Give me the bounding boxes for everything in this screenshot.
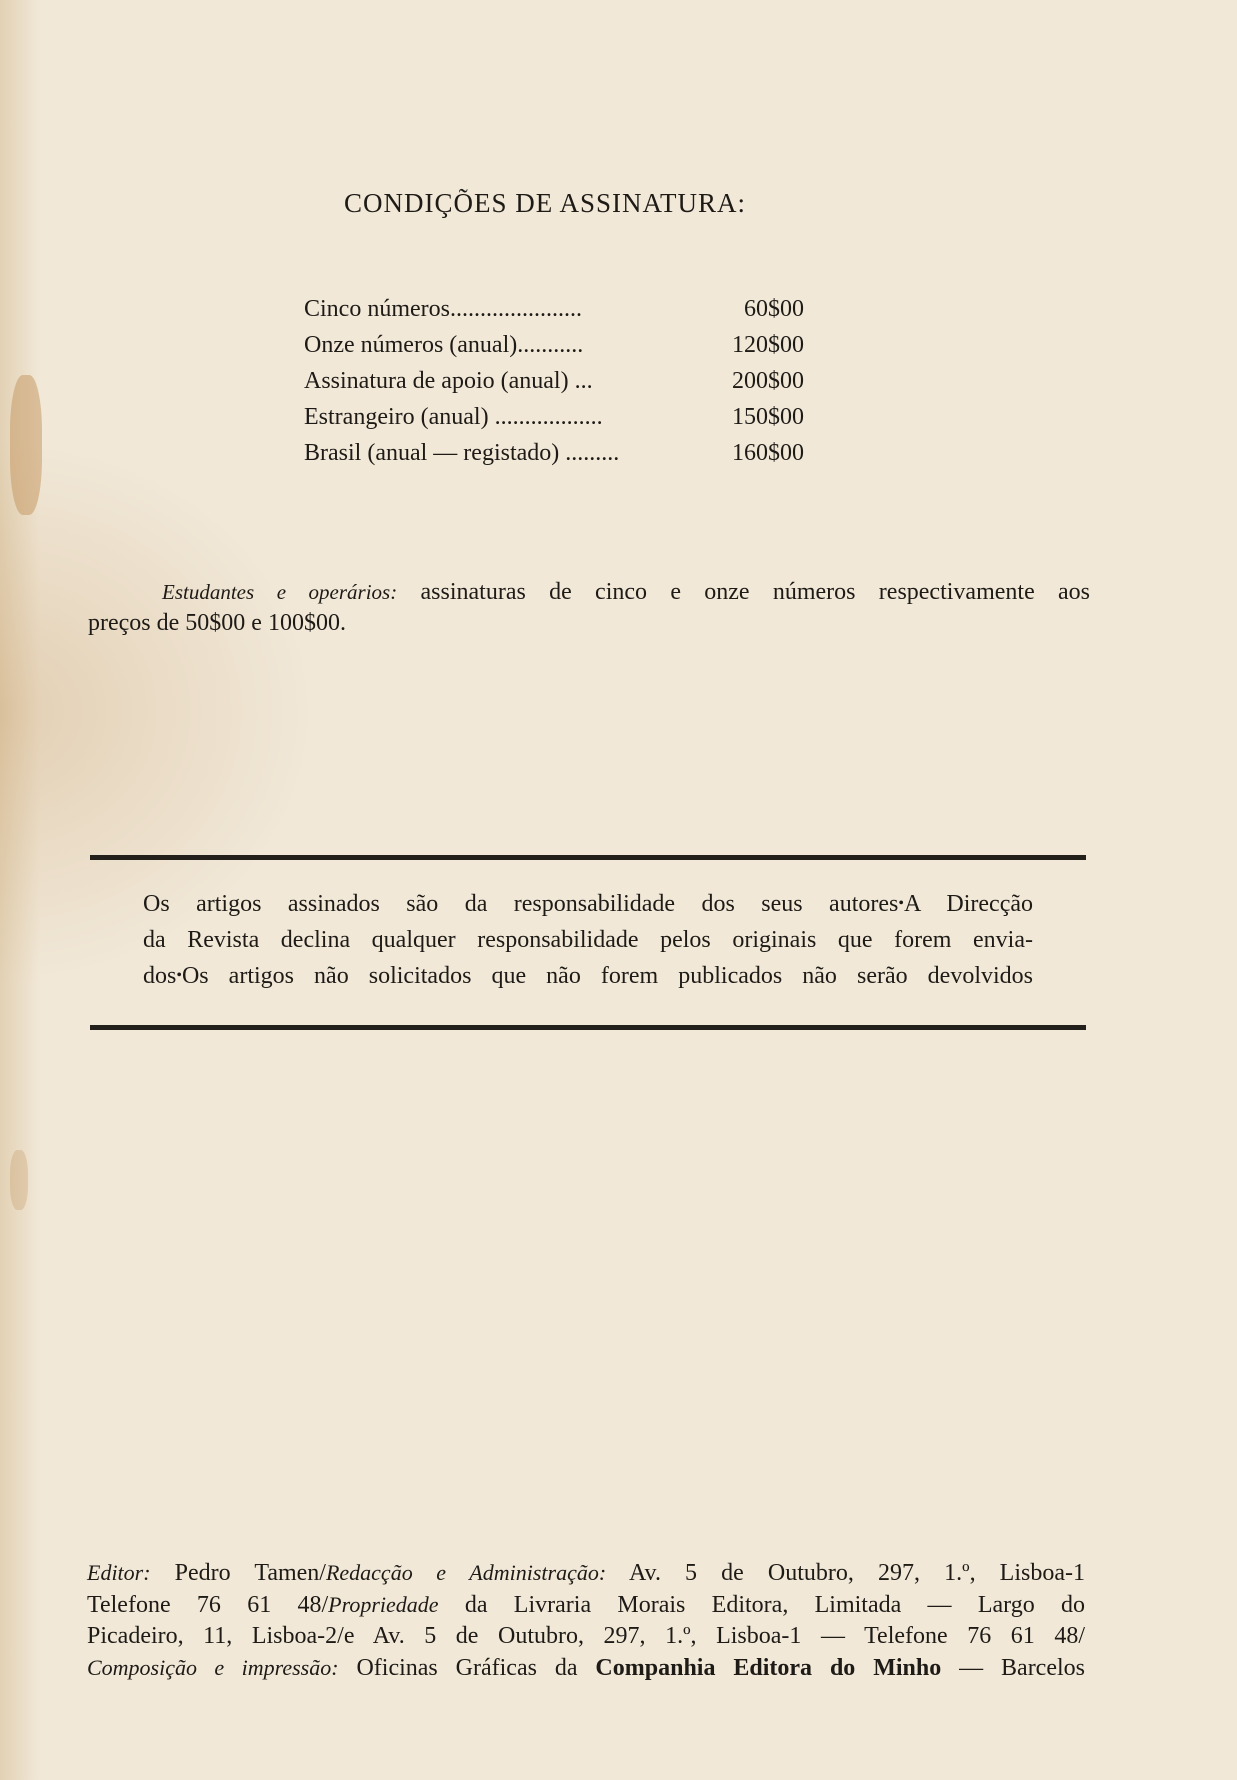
rate-label: Estrangeiro (anual) ..................	[304, 404, 603, 430]
students-line-1	[88, 577, 1090, 608]
students-text: assinaturas de cinco e onze números respectivamente aos	[397, 579, 1090, 605]
separator: /	[321, 1592, 329, 1618]
notice-text: dos	[143, 963, 177, 989]
editor-label: Editor:	[87, 1560, 151, 1585]
rate-price: 150$00	[732, 404, 804, 430]
notice-line-3	[143, 958, 1033, 994]
owner: da Livraria Morais Editora, Limitada — Largo do	[438, 1592, 1086, 1618]
editorial-notice	[143, 886, 1033, 994]
rate-row	[304, 296, 804, 332]
students-label: Estudantes e operários:	[162, 580, 398, 604]
propriedade-label: Propriedade	[328, 1592, 439, 1617]
bullet-separator: •	[176, 967, 182, 984]
imprint	[87, 1557, 1085, 1684]
printer-city: — Barcelos	[941, 1655, 1085, 1681]
students-note	[88, 577, 1090, 639]
redaccao-label: Redacção e Administração:	[325, 1560, 607, 1585]
notice-text: A Direcção	[903, 891, 1034, 917]
rate-label: Assinatura de apoio (anual) ...	[304, 368, 593, 394]
imprint-line-1	[87, 1557, 1085, 1589]
separator: /	[319, 1560, 326, 1586]
printer-company: Companhia Editora do Minho	[595, 1655, 942, 1681]
imprint-line-3	[87, 1621, 1085, 1652]
rate-row	[304, 368, 804, 404]
separator: /	[337, 1623, 344, 1649]
notice-text: Os artigos assinados são da responsabilidade dos seus autores	[143, 891, 899, 917]
address: e Av. 5 de Outubro, 297, 1.º, Lisboa-1 — Telefone 76 61 48	[343, 1623, 1079, 1649]
address: Picadeiro, 11, Lisboa-2	[87, 1623, 338, 1649]
rate-row	[304, 404, 804, 440]
bullet-separator: •	[898, 895, 904, 912]
rate-label: Brasil (anual — registado) .........	[304, 440, 620, 466]
rate-label: Cinco números......................	[304, 296, 582, 322]
printer: Oficinas Gráficas da	[338, 1655, 596, 1681]
imprint-line-2	[87, 1589, 1085, 1621]
separator: /	[1078, 1623, 1085, 1649]
bottom-divider	[90, 1025, 1086, 1030]
subscription-heading: CONDIÇÕES DE ASSINATURA:	[344, 188, 747, 218]
students-line-2: preços de 50$00 e 100$00.	[88, 610, 346, 636]
imprint-line-4	[87, 1652, 1085, 1684]
telephone: Telefone 76 61 48	[87, 1592, 322, 1618]
composicao-label: Composição e impressão:	[87, 1655, 339, 1680]
notice-line-1	[143, 886, 1033, 922]
paper-stain	[10, 375, 42, 515]
editor-name: Pedro Tamen	[150, 1560, 320, 1586]
address: Av. 5 de Outubro, 297, 1.º, Lisboa-1	[606, 1560, 1085, 1586]
rate-row	[304, 332, 804, 368]
notice-text: Os artigos não solicitados que não forem publicados não serão devolvidos	[181, 963, 1033, 989]
rate-price: 200$00	[732, 368, 804, 394]
paper-stain	[10, 1150, 28, 1210]
rate-price: 60$00	[744, 296, 804, 322]
top-divider	[90, 855, 1086, 860]
rates-list	[304, 296, 804, 476]
rate-price: 160$00	[732, 440, 804, 466]
notice-line-2: da Revista declina qualquer responsabilidade pelos originais que forem envia-	[143, 927, 1033, 953]
rate-price: 120$00	[732, 332, 804, 358]
rate-row	[304, 440, 804, 476]
rate-label: Onze números (anual)...........	[304, 332, 584, 358]
